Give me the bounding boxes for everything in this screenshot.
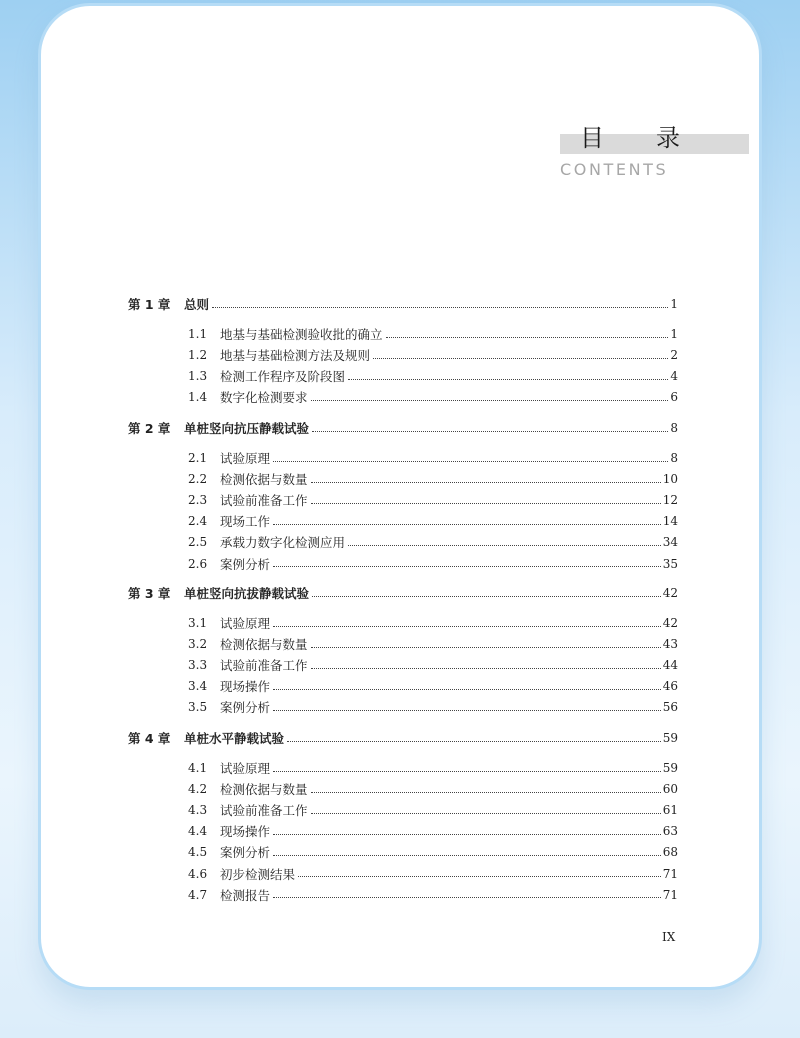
- dot-leader: [311, 503, 661, 504]
- section-number: 1.1: [188, 327, 208, 341]
- section-page-number: 44: [662, 658, 678, 673]
- section-number: 4.7: [188, 887, 208, 902]
- section-number: 1.4: [188, 390, 208, 405]
- toc-section-row[interactable]: [188, 697, 678, 717]
- chapter-title: 单桩竖向抗拔静载试验: [184, 586, 310, 601]
- chapter-page-number: 42: [662, 586, 678, 600]
- section-number: 2.5: [188, 535, 208, 550]
- chapter-title: 单桩水平静载试验: [184, 731, 285, 746]
- section-number: 3.3: [188, 658, 208, 673]
- dot-leader: [311, 400, 669, 401]
- chapter-number: 第 4 章: [128, 731, 171, 746]
- section-title: 案例分析: [220, 556, 271, 572]
- section-number: 2.3: [188, 493, 208, 508]
- toc-section-row[interactable]: [188, 532, 678, 552]
- section-page-number: 56: [662, 700, 678, 715]
- chapter-number: 第 3 章: [128, 586, 171, 601]
- dot-leader: [348, 379, 668, 380]
- section-title: 现场操作: [220, 679, 271, 695]
- section-number: 4.6: [188, 866, 208, 881]
- toc-section-row[interactable]: [188, 821, 678, 841]
- section-number: 3.2: [188, 637, 208, 652]
- section-title: 检测工作程序及阶段图: [220, 369, 346, 385]
- toc-section-row[interactable]: [188, 469, 678, 489]
- section-title: 检测报告: [220, 887, 271, 903]
- toc-section-row[interactable]: [188, 842, 678, 862]
- toc-section-row[interactable]: [188, 758, 678, 778]
- section-title: 现场操作: [220, 824, 271, 840]
- section-title: 初步检测结果: [220, 866, 296, 882]
- dot-leader: [311, 813, 661, 814]
- toc-section-row[interactable]: [188, 779, 678, 799]
- section-title: 试验前准备工作: [220, 658, 308, 674]
- dot-leader: [273, 897, 661, 898]
- section-title: 数字化检测要求: [220, 390, 308, 406]
- section-title: 地基与基础检测验收批的确立: [220, 327, 383, 342]
- toc-section-row[interactable]: [188, 387, 678, 407]
- section-title: 地基与基础检测方法及规则: [220, 348, 371, 364]
- section-number: 4.1: [188, 761, 208, 775]
- dot-leader: [311, 792, 661, 793]
- toc-chapter-row[interactable]: [128, 294, 678, 314]
- chapter-title: 单桩竖向抗压静载试验: [184, 421, 310, 436]
- dot-leader: [311, 647, 661, 648]
- section-number: 1.2: [188, 348, 208, 363]
- toc-section-row[interactable]: [188, 345, 678, 365]
- dot-leader: [273, 710, 661, 711]
- toc-section-row[interactable]: [188, 634, 678, 654]
- toc-section-row[interactable]: [188, 511, 678, 531]
- section-title: 案例分析: [220, 845, 271, 861]
- dot-leader: [312, 596, 661, 597]
- section-page-number: 63: [662, 824, 678, 839]
- section-page-number: 14: [662, 514, 678, 529]
- toc-section-row[interactable]: [188, 324, 678, 344]
- section-page-number: 2: [670, 348, 678, 363]
- chapter-number: 第 1 章: [128, 297, 171, 312]
- section-page-number: 46: [662, 679, 678, 694]
- section-page-number: 43: [662, 637, 678, 652]
- toc-section-row[interactable]: [188, 864, 678, 884]
- page-subtitle: CONTENTS: [560, 160, 669, 179]
- dot-leader: [273, 566, 661, 567]
- section-title: 试验前准备工作: [220, 493, 308, 509]
- section-number: 4.5: [188, 845, 208, 860]
- toc-section-row[interactable]: [188, 366, 678, 386]
- section-page-number: 61: [662, 803, 678, 818]
- section-page-number: 1: [670, 327, 678, 341]
- toc-section-row[interactable]: [188, 448, 678, 468]
- section-page-number: 59: [662, 761, 678, 775]
- section-title: 试验原理: [220, 761, 271, 776]
- section-page-number: 34: [662, 535, 678, 550]
- dot-leader: [273, 689, 661, 690]
- section-page-number: 35: [662, 556, 678, 571]
- dot-leader: [273, 461, 668, 462]
- section-page-number: 71: [662, 866, 678, 881]
- section-number: 1.3: [188, 369, 208, 384]
- section-number: 2.1: [188, 451, 208, 465]
- section-number: 4.4: [188, 824, 208, 839]
- title-char-2: 录: [656, 124, 680, 152]
- chapter-title: 总则: [184, 297, 210, 312]
- page-title: [580, 118, 680, 153]
- section-page-number: 4: [670, 369, 678, 384]
- chapter-page-number: 8: [670, 421, 678, 435]
- dot-leader: [312, 431, 668, 432]
- section-page-number: 12: [662, 493, 678, 508]
- section-title: 检测依据与数量: [220, 782, 308, 798]
- dot-leader: [273, 771, 661, 772]
- section-title: 检测依据与数量: [220, 472, 308, 488]
- section-page-number: 68: [662, 845, 678, 860]
- chapter-page-number: 59: [662, 731, 678, 745]
- toc-section-row[interactable]: [188, 613, 678, 633]
- dot-leader: [212, 307, 668, 308]
- dot-leader: [273, 834, 661, 835]
- chapter-number: 第 2 章: [128, 421, 171, 436]
- section-number: 2.2: [188, 472, 208, 487]
- chapter-page-number: 1: [670, 297, 678, 311]
- title-char-1: 目: [580, 124, 604, 152]
- section-number: 2.4: [188, 514, 208, 529]
- dot-leader: [298, 876, 661, 877]
- section-page-number: 6: [670, 390, 678, 405]
- dot-leader: [273, 855, 661, 856]
- section-number: 3.1: [188, 616, 208, 630]
- section-title: 承载力数字化检测应用: [220, 535, 346, 551]
- section-number: 3.5: [188, 700, 208, 715]
- section-title: 现场工作: [220, 514, 271, 530]
- section-title: 检测依据与数量: [220, 637, 308, 653]
- section-page-number: 71: [662, 887, 678, 902]
- dot-leader: [373, 358, 668, 359]
- toc-chapter-row[interactable]: [128, 583, 678, 603]
- dot-leader: [287, 741, 661, 742]
- dot-leader: [386, 337, 669, 338]
- dot-leader: [348, 545, 661, 546]
- toc-section-row[interactable]: [188, 554, 678, 574]
- dot-leader: [311, 482, 661, 483]
- toc-section-row[interactable]: [188, 490, 678, 510]
- section-number: 3.4: [188, 679, 208, 694]
- dot-leader: [273, 626, 661, 627]
- section-page-number: 42: [662, 616, 678, 630]
- section-page-number: 10: [662, 472, 678, 487]
- section-page-number: 60: [662, 782, 678, 797]
- toc-section-row[interactable]: [188, 655, 678, 675]
- toc-section-row[interactable]: [188, 885, 678, 905]
- section-title: 试验原理: [220, 451, 271, 466]
- dot-leader: [273, 524, 661, 525]
- dot-leader: [311, 668, 661, 669]
- section-number: 4.3: [188, 803, 208, 818]
- section-title: 试验前准备工作: [220, 803, 308, 819]
- section-title: 案例分析: [220, 700, 271, 716]
- section-title: 试验原理: [220, 616, 271, 631]
- page-number: IX: [662, 930, 676, 944]
- toc-chapter-row[interactable]: [128, 418, 678, 438]
- toc-section-row[interactable]: [188, 676, 678, 696]
- section-page-number: 8: [670, 451, 678, 465]
- section-number: 4.2: [188, 782, 208, 797]
- section-number: 2.6: [188, 556, 208, 571]
- toc-chapter-row[interactable]: [128, 728, 678, 748]
- toc-section-row[interactable]: [188, 800, 678, 820]
